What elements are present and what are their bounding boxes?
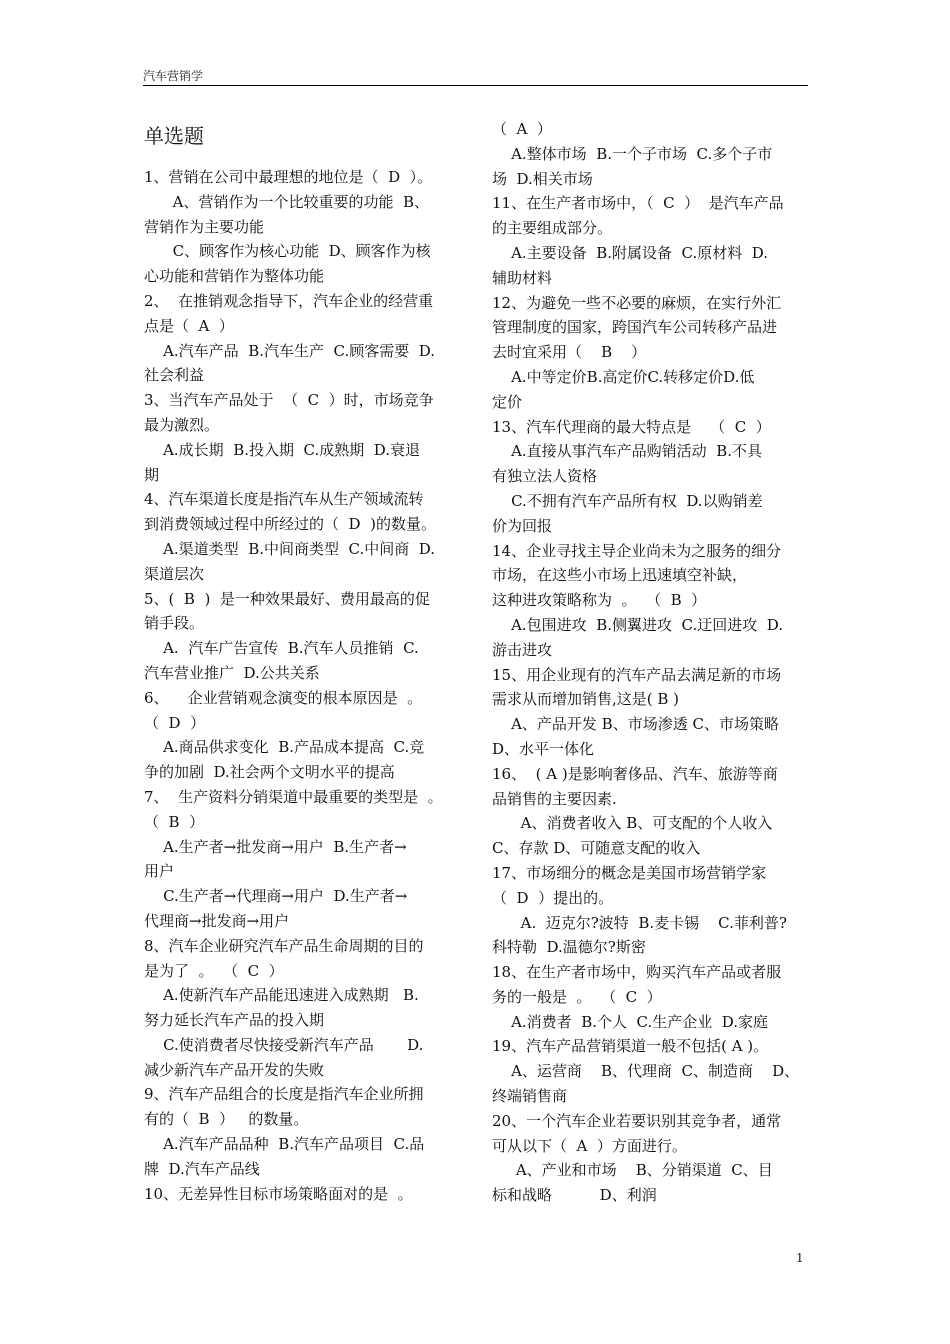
text-line: A. 迈克尔?波特 B.麦卡锡 C.菲利普? (492, 913, 787, 932)
text-line: 去时宜采用（ B ） (492, 343, 647, 362)
text-line: 争的加剧 D.社会两个文明水平的提高 (144, 763, 395, 782)
text-line: A.包围进攻 B.侧翼进攻 C.迂回进攻 D. (492, 615, 784, 634)
page-number: 1 (796, 1251, 804, 1265)
text-line: 16、 ( A )是影响奢侈品、汽车、旅游等商 (492, 764, 778, 783)
text-line: A、运营商 B、代理商 C、制造商 D、 (492, 1062, 800, 1081)
text-line: （ D ）提出的。 (492, 888, 614, 907)
text-line: 定价 (492, 392, 523, 411)
text-line: 用户 (144, 862, 175, 881)
page-header (143, 68, 808, 88)
text-line: 20、一个汽车企业若要识别其竞争者，通常 (492, 1111, 782, 1130)
text-line: A.成长期 B.投入期 C.成熟期 D.衰退 (144, 440, 421, 459)
text-line: 心功能和营销作为整体功能 (144, 267, 325, 286)
text-line: 牌 D.汽车产品线 (144, 1159, 260, 1178)
text-line: A.使新汽车产品能迅速进入成熟期 B. (144, 986, 419, 1005)
text-line: A、产业和市场 B、分销渠道 C、目 (492, 1161, 773, 1180)
text-line: 13、汽车代理商的最大特点是 （ C ） (492, 417, 771, 436)
text-line: 销手段。 (144, 614, 205, 633)
text-line: 15、用企业现有的汽车产品去满足新的市场 (492, 665, 782, 684)
text-line: 最为激烈。 (144, 415, 220, 434)
text-line: 有独立法人资格 (492, 467, 598, 486)
text-line: 辅助材料 (492, 268, 553, 287)
text-line: C、存款 D、可随意支配的收入 (492, 839, 701, 858)
text-line: 11、在生产者市场中，（ C ） 是汽车产品 (492, 194, 784, 213)
text-line: 社会利益 (144, 366, 205, 385)
text-line: 17、市场细分的概念是美国市场营销学家 (492, 863, 767, 882)
left-column (144, 117, 462, 1206)
text-line: 渠道层次 (144, 564, 205, 583)
text-line: 汽车营业推广 D.公共关系 (144, 663, 320, 682)
text-line: 14、企业寻找主导企业尚未为之服务的细分 (492, 541, 782, 560)
text-line: 8、汽车企业研究汽车产品生命周期的目的 (144, 936, 424, 955)
text-line: A.生产者→批发商→用户 B.生产者→ (144, 837, 407, 856)
text-line: 9、汽车产品组合的长度是指汽车企业所拥 (144, 1085, 424, 1104)
right-question-lines (492, 117, 810, 1208)
text-line: 期 (144, 465, 160, 484)
text-line: A.汽车产品 B.汽车生产 C.顾客需要 D. (144, 341, 436, 360)
right-column (492, 117, 810, 1208)
text-line: D、水平一体化 (492, 739, 595, 758)
text-line: 管理制度的国家，跨国汽车公司转移产品进 (492, 318, 778, 337)
text-line: 点是（ A ） (144, 316, 234, 335)
text-line: 到消费领域过程中所经过的（ D )的数量。 (144, 515, 436, 534)
text-line: A.消费者 B.个人 C.生产企业 D.家庭 (492, 1012, 769, 1031)
text-line: 是为了 。 （ C ） (144, 961, 284, 980)
header-rule (143, 85, 808, 86)
text-line: A.直接从事汽车产品购销活动 B.不具 (492, 442, 763, 461)
text-line: 代理商→批发商→用户 (144, 911, 290, 930)
text-line: 18、在生产者市场中，购买汽车产品或者服 (492, 963, 782, 982)
text-line: 12、为避免一些不必要的麻烦，在实行外汇 (492, 293, 782, 312)
text-line: 这种进攻策略称为 。 （ B ） (492, 591, 707, 610)
text-line: C.使消费者尽快接受新汽车产品 D. (144, 1035, 424, 1054)
text-line: A、产品开发 B、市场渗透 C、市场策略 (492, 715, 779, 734)
header-title: 汽车营销学 (143, 69, 204, 83)
text-line: 标和战略 D、利润 (492, 1186, 657, 1205)
text-line: 可从以下（ A ）方面进行。 (492, 1136, 687, 1155)
text-line: A. 汽车广告宣传 B.汽车人员推销 C. (144, 639, 419, 658)
text-line: C.生产者→代理商→用户 D.生产者→ (144, 887, 408, 906)
text-line: 科特勒 D.温德尔?斯密 (492, 938, 646, 957)
text-line: C.不拥有汽车产品所有权 D.以购销差 (492, 491, 763, 510)
text-line: 终端销售商 (492, 1087, 568, 1106)
text-line: 10、无差异性目标市场策略面对的是 。 (144, 1184, 413, 1203)
text-line: 7、 生产资料分销渠道中最重要的类型是 。 (144, 787, 443, 806)
text-line: A.渠道类型 B.中间商类型 C.中间商 D. (144, 539, 436, 558)
text-line: 务的一般是 。 （ C ） (492, 987, 662, 1006)
text-line: A、营销作为一个比较重要的功能 B、 (144, 192, 430, 211)
text-line: 品销售的主要因素. (492, 789, 617, 808)
text-line: A.主要设备 B.附属设备 C.原材料 D. (492, 243, 769, 262)
text-line: A.中等定价B.高定价C.转移定价D.低 (492, 367, 755, 386)
text-line: 的主要组成部分。 (492, 219, 613, 238)
left-question-lines (144, 165, 462, 1206)
text-line: 2、 在推销观念指导下，汽车企业的经营重 (144, 291, 434, 310)
text-line: 3、当汽车产品处于 （ C ）时，市场竞争 (144, 391, 434, 410)
text-line: 努力延长汽车产品的投入期 (144, 1011, 325, 1030)
text-line: 1、营销在公司中最理想的地位是（ D ）。 (144, 168, 433, 186)
text-line: A.商品供求变化 B.产品成本提高 C.竞 (144, 738, 425, 757)
text-line: A.整体市场 B.一个子市场 C.多个子市 (492, 144, 773, 163)
text-line: A.汽车产品品种 B.汽车产品项目 C.品 (144, 1135, 425, 1154)
text-line: 市场，在这些小市场上迅速填空补缺， (492, 566, 748, 585)
text-line: 场 D.相关市场 (492, 169, 593, 188)
text-line: 6、 企业营销观念演变的根本原因是 。 (144, 688, 423, 707)
text-line: （ B ） (144, 812, 205, 831)
text-line: 有的（ B ） 的数量。 (144, 1110, 309, 1129)
text-line: 19、汽车产品营销渠道一般不包括( A )。 (492, 1037, 769, 1056)
text-line: 价为回报 (492, 516, 553, 535)
text-line: 需求从而增加销售,这是( B ) (492, 690, 680, 709)
text-line: 5、( B ) 是一种效果最好、费用最高的促 (144, 589, 430, 608)
text-line: （ A ） (492, 120, 552, 138)
text-line: A、消费者收入 B、可支配的个人收入 (492, 814, 773, 833)
section-title: 单选题 (144, 124, 204, 148)
text-line: （ D ） (144, 713, 206, 732)
text-line: 减少新汽车产品开发的失败 (144, 1060, 325, 1079)
text-line: 游击进攻 (492, 640, 553, 659)
text-line: 营销作为主要功能 (144, 217, 265, 236)
text-line: C、顾客作为核心功能 D、顾客作为核 (144, 242, 431, 261)
text-line: 4、汽车渠道长度是指汽车从生产领域流转 (144, 490, 424, 509)
